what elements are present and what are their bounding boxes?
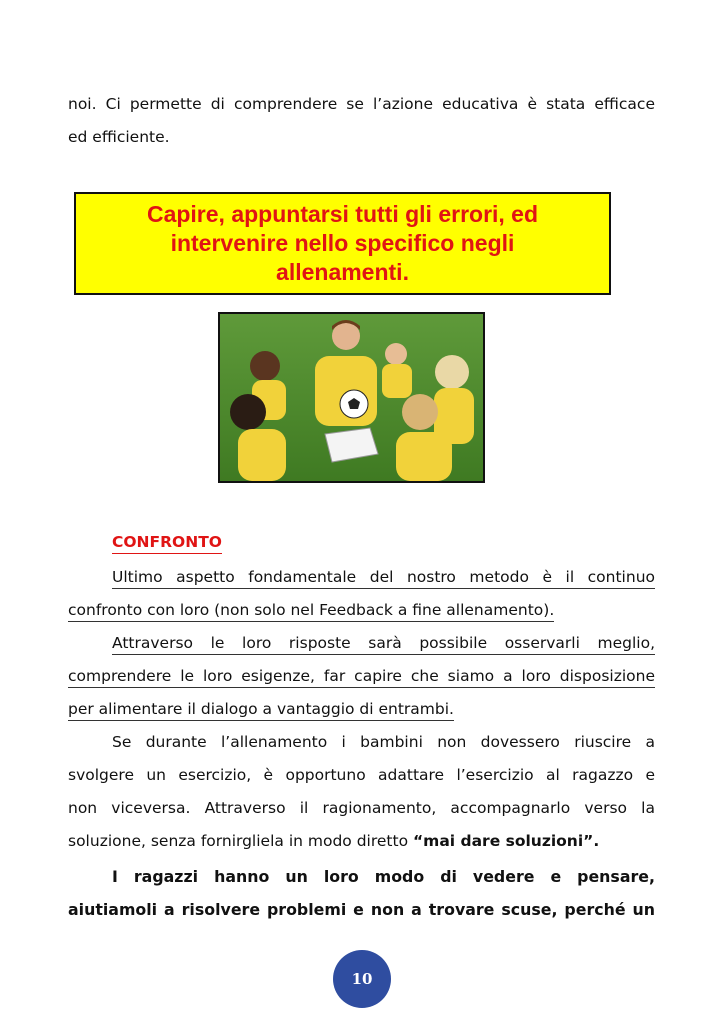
p2-line-1: Attraverso le loro risposte sarà possibile osservarli meglio, [68,627,655,660]
p3-line-4 [68,825,655,858]
p3-line-4-text: soluzione, senza fornirgliela in modo diretto [68,832,413,850]
p3-line-2: svolgere un esercizio, è opportuno adattare l’esercizio al ragazzo e [68,766,655,784]
paragraph-2 [68,627,655,726]
p1-line-2: confronto con loro (non solo nel Feedback a fine allenamento). [68,594,655,627]
p4-line-2: aiutiamoli a risolvere problemi e non a trovare scuse, perché un [68,900,655,919]
page-number-badge: 10 [333,950,391,1008]
callout-line-3: allenamenti. [276,259,409,285]
p2-line-2: comprendere le loro esigenze, far capire che siamo a loro disposizione [68,660,655,693]
p1-line-1: Ultimo aspetto fondamentale del nostro metodo è il continuo [68,561,655,594]
callout-text [108,200,578,287]
coach-children-photo [218,312,485,483]
paragraph-4 [68,860,655,926]
intro-paragraph [68,88,655,154]
callout-line-1: Capire, appuntarsi tutti gli errori, ed [146,201,539,227]
paragraph-1 [68,561,655,627]
p3-emphasis: “mai dare soluzioni”. [412,832,600,850]
section-heading: CONFRONTO [112,533,222,554]
p4-line-1: I ragazzi hanno un loro modo di vedere e pensare, [112,867,655,886]
intro-line-1: noi. Ci permette di comprendere se l’azione educativa è stata efficace [68,95,655,113]
callout-box [74,192,611,295]
photo-illustration [220,314,483,481]
paragraph-3 [68,726,655,858]
intro-line-2: ed efficiente. [68,128,170,146]
p2-line-3: per alimentare il dialogo a vantaggio di entrambi. [68,693,655,726]
p3-line-1: Se durante l’allenamento i bambini non dovessero riuscire a [112,733,655,751]
callout-line-2: intervenire nello specifico negli [170,230,515,256]
p3-line-3: non viceversa. Attraverso il ragionamento, accompagnarlo verso la [68,799,655,817]
